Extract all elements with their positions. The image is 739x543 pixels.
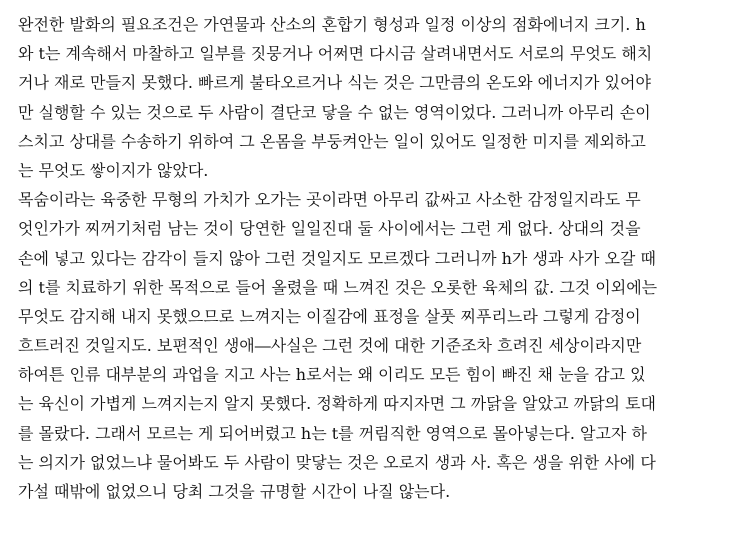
- text-line: 엇인가가 찌꺼기처럼 남는 것이 당연한 일일진대 둘 사이에서는 그런 게 없다. 상대의 것을: [18, 219, 641, 239]
- text-line: 목숨이라는 육중한 무형의 가치가 오가는 곳이라면 아무리 값싸고 사소한 감정일지라도 무: [18, 190, 641, 210]
- text-line: 하여튼 인류 대부분의 과업을 지고 사는 h로서는 왜 이리도 모든 힘이 빠진 채 눈을 감고 있: [18, 365, 646, 385]
- paragraph-2: [18, 185, 725, 506]
- text-line: 의 t를 치료하기 위한 목적으로 들어 올렸을 때 느껴진 것은 오롯한 육체의 값. 그것 이외에는: [18, 277, 658, 297]
- text-line: 거나 재로 만들지 못했다. 빠르게 불타오르거나 식는 것은 그만큼의 온도와 에너지가 있어야: [18, 73, 651, 93]
- text-line: 완전한 발화의 필요조건은 가연물과 산소의 혼합기 형성과 일정 이상의 점화에너지 크기. h: [18, 15, 646, 34]
- text-line: 는 무엇도 쌓이지가 않았다.: [18, 160, 209, 180]
- text-line: 흐트러진 것일지도. 보편적인 생애―사실은 그런 것에 대한 기준조차 흐려진 세상이라지만: [18, 336, 642, 356]
- text-line: 를 몰랐다. 그래서 모르는 게 되어버렸고 h는 t를 꺼림직한 영역으로 몰아넣는다. 알고자 하: [18, 423, 647, 443]
- text-line: 만 실행할 수 있는 것으로 두 사람이 결단코 닿을 수 없는 영역이었다. 그러니까 아무리 손이: [18, 102, 651, 122]
- text-line: 스치고 상대를 수송하기 위하여 그 온몸을 부둥켜안는 일이 있어도 일정한 미지를 제외하고: [18, 131, 646, 151]
- text-line: 손에 넣고 있다는 감각이 들지 않아 그런 것일지도 모르겠다 그러니까 h가 생과 사가 오갈 때: [18, 248, 656, 268]
- text-line: 와 t는 계속해서 마찰하고 일부를 짓뭉거나 어쩌면 다시금 살려내면서도 서로의 무엇도 해치: [18, 44, 653, 64]
- text-line: 가설 때밖에 없었으니 당최 그것을 규명할 시간이 나질 않는다.: [18, 482, 451, 501]
- text-line: 는 육신이 가볍게 느껴지는지 알지 못했다. 정확하게 따지자면 그 까닭을 알았고 까닭의 토대: [18, 394, 656, 414]
- paragraph-1: [18, 10, 725, 185]
- text-line: 는 의지가 없었느냐 물어봐도 두 사람이 맞닿는 것은 오로지 생과 사. 혹은 생을 위한 사에 다: [18, 452, 656, 472]
- text-line: 무엇도 감지해 내지 못했으므로 느껴지는 이질감에 표정을 살풋 찌푸리느라 그렇게 감정이: [18, 306, 641, 326]
